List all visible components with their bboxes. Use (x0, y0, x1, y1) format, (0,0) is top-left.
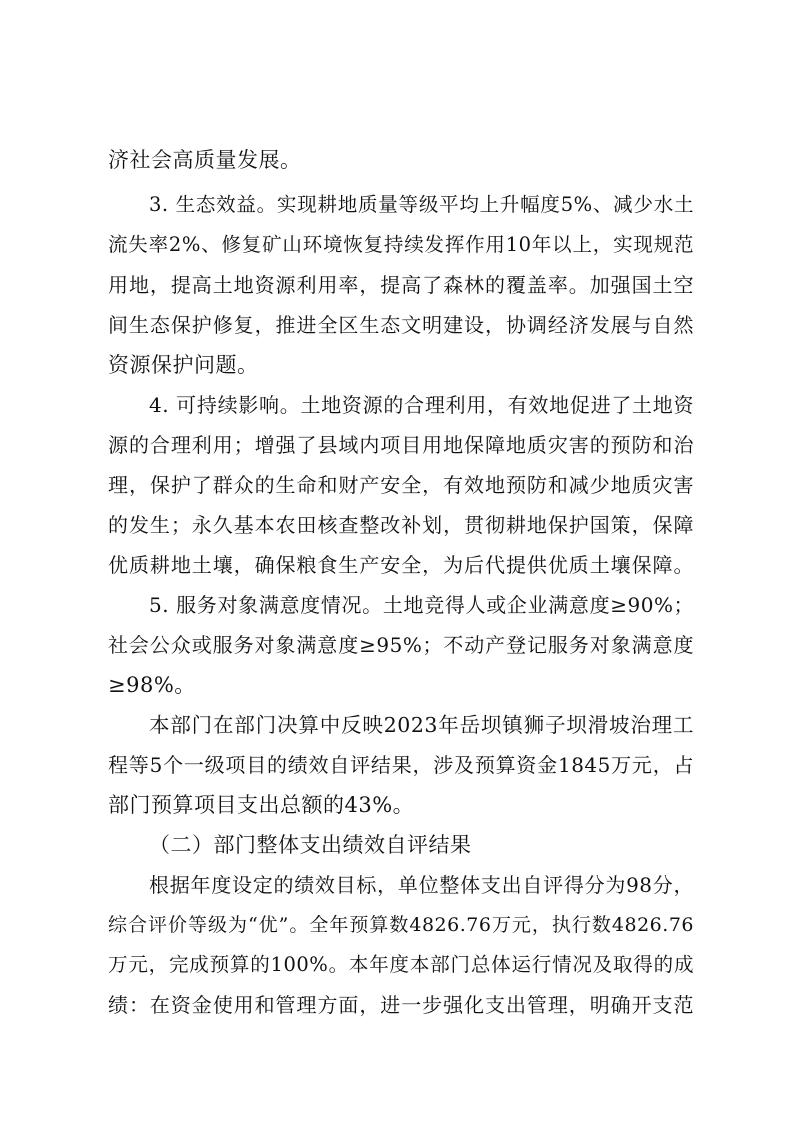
text-line: 绩：在资金使用和管理方面，进一步强化支出管理，明确开支范 (108, 993, 694, 1017)
text-line: 社会公众或服务对象满意度≥95%；不动产登记服务对象满意度 (108, 633, 694, 657)
text-line: 资源保护问题。 (108, 353, 259, 377)
text-line: 5. 服务对象满意度情况。土地竞得人或企业满意度≥90%； (149, 593, 694, 617)
text-line: 综合评价等级为“优”。全年预算数4826.76万元，执行数4826.76 (108, 914, 694, 936)
text-line: 本部门在部门决算中反映2023年岳坝镇狮子坝滑坡治理工 (149, 713, 694, 737)
text-line: 4. 可持续影响。土地资源的合理利用，有效地促进了土地资 (149, 393, 694, 417)
text-line: 用地，提高土地资源利用率，提高了森林的覆盖率。加强国土空 (108, 273, 694, 297)
text-line: 部门预算项目支出总额的43%。 (108, 793, 415, 817)
text-line: 优质耕地土壤，确保粮食生产安全，为后代提供优质土壤保障。 (108, 553, 694, 577)
text-line: 程等5个一级项目的绩效自评结果，涉及预算资金1845万元，占 (108, 753, 694, 777)
text-line: 流失率2%、修复矿山环境恢复持续发挥作用10年以上，实现规范 (108, 233, 694, 256)
text-line: 根据年度设定的绩效目标，单位整体支出自评得分为98分， (149, 873, 694, 897)
text-line: 的发生；永久基本农田核查整改补划，贯彻耕地保护国策，保障 (108, 513, 694, 537)
text-line: 3. 生态效益。实现耕地质量等级平均上升幅度5%、减少水土 (149, 193, 694, 216)
section-heading: （二）部门整体支出绩效自评结果 (149, 833, 472, 857)
text-line: 源的合理利用；增强了县域内项目用地保障地质灾害的预防和治 (108, 433, 694, 457)
text-line: 理，保护了群众的生命和财产安全，有效地预防和减少地质灾害 (108, 473, 694, 497)
text-line: 万元，完成预算的100%。本年度本部门总体运行情况及取得的成 (108, 953, 694, 976)
text-line: 间生态保护修复，推进全区生态文明建设，协调经济发展与自然 (108, 313, 694, 337)
text-line: ≥98%。 (108, 673, 196, 697)
text-line: 济社会高质量发展。 (108, 148, 302, 172)
